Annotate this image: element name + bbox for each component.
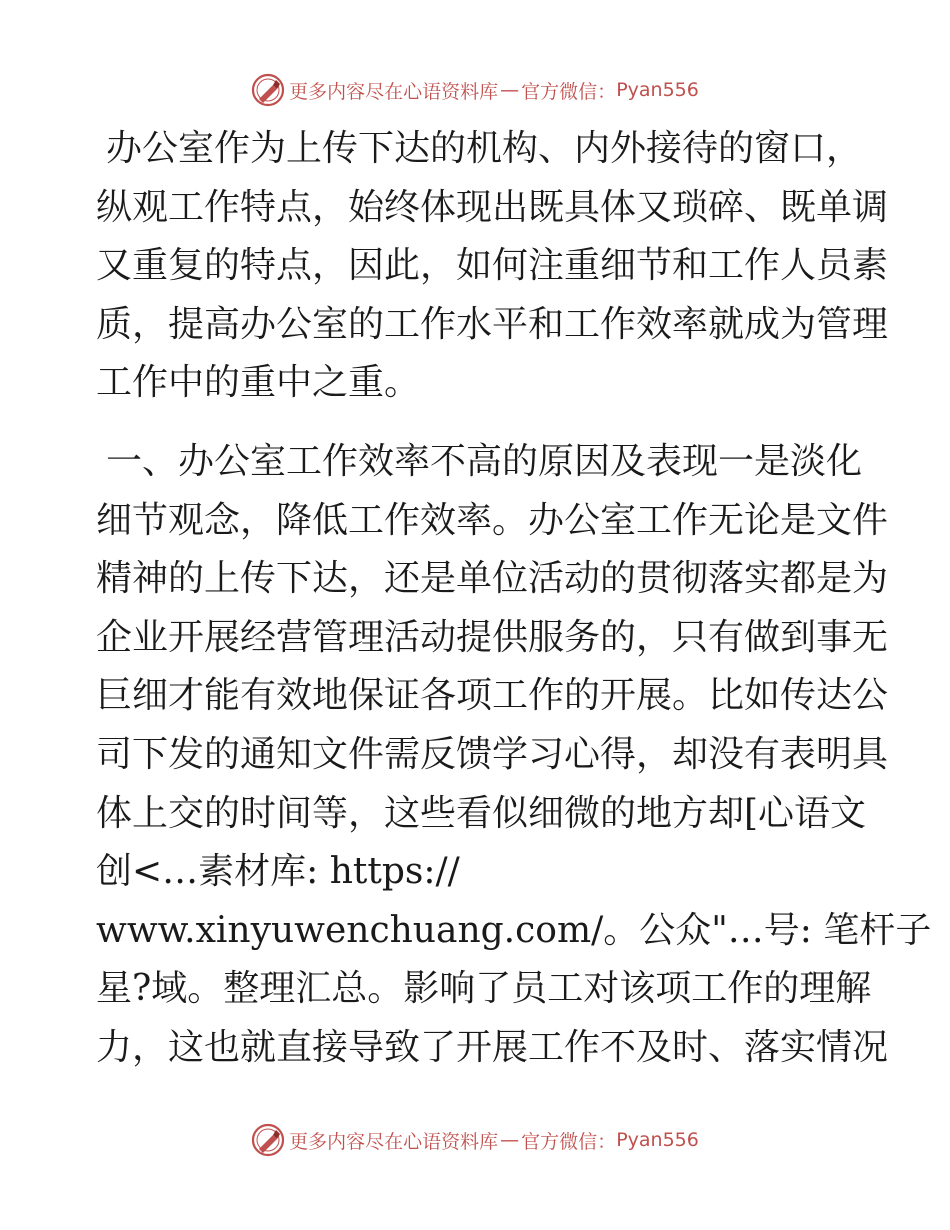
banner-separator: —: [500, 1129, 520, 1151]
text-line: www.xinyuwenchuang.com/。公众"…号: 笔杆子: [96, 909, 932, 951]
text-line: 细节观念，降低工作效率。办公室工作无论是文件: [96, 499, 889, 541]
header-banner: [0, 70, 950, 110]
text-line: 一、办公室工作效率不高的原因及表现一是淡化: [106, 440, 863, 482]
paragraph-1: [96, 120, 889, 413]
banner-wechat-id: Pyan556: [616, 1129, 699, 1151]
text-line: 星?域。整理汇总。影响了员工对该项工作的理解: [96, 968, 872, 1010]
banner-separator: —: [500, 79, 520, 101]
text-line: 力，这也就直接导致了开展工作不及时、落实情况: [96, 1026, 889, 1068]
text-line: 司下发的通知文件需反馈学习心得，却没有表明具: [96, 733, 889, 775]
text-line: 工作中的重中之重。: [96, 362, 421, 404]
banner-site-text: 更多内容尽在心语资料库: [289, 1130, 499, 1153]
text-line: 质，提高办公室的工作水平和工作效率就成为管理: [96, 303, 889, 345]
text-line: 巨细才能有效地保证各项工作的开展。比如传达公: [96, 675, 889, 717]
footer-banner: [0, 1120, 950, 1160]
pen-nib-circle-icon: [251, 1123, 285, 1157]
text-line: 企业开展经营管理活动提供服务的，只有做到事无: [96, 616, 889, 658]
banner-wechat-id: Pyan556: [616, 79, 699, 101]
text-line: 创<…素材库: https://: [96, 851, 460, 893]
banner-site-text: 更多内容尽在心语资料库: [289, 80, 499, 103]
document-body: [96, 120, 932, 1078]
banner-wechat-label: 官方微信：: [521, 1130, 617, 1153]
pen-nib-circle-icon: [251, 73, 285, 107]
paragraph-2: [96, 433, 932, 1078]
text-line: 又重复的特点，因此，如何注重细节和工作人员素: [96, 245, 889, 287]
banner-wechat-label: 官方微信：: [521, 80, 617, 103]
text-line: 体上交的时间等，这些看似细微的地方却[心语文: [96, 792, 867, 834]
text-line: 纵观工作特点，始终体现出既具体又琐碎、既单调: [96, 186, 889, 228]
text-line: 精神的上传下达，还是单位活动的贯彻落实都是为: [96, 558, 889, 600]
text-line: 办公室作为上传下达的机构、内外接待的窗口，: [106, 128, 863, 169]
